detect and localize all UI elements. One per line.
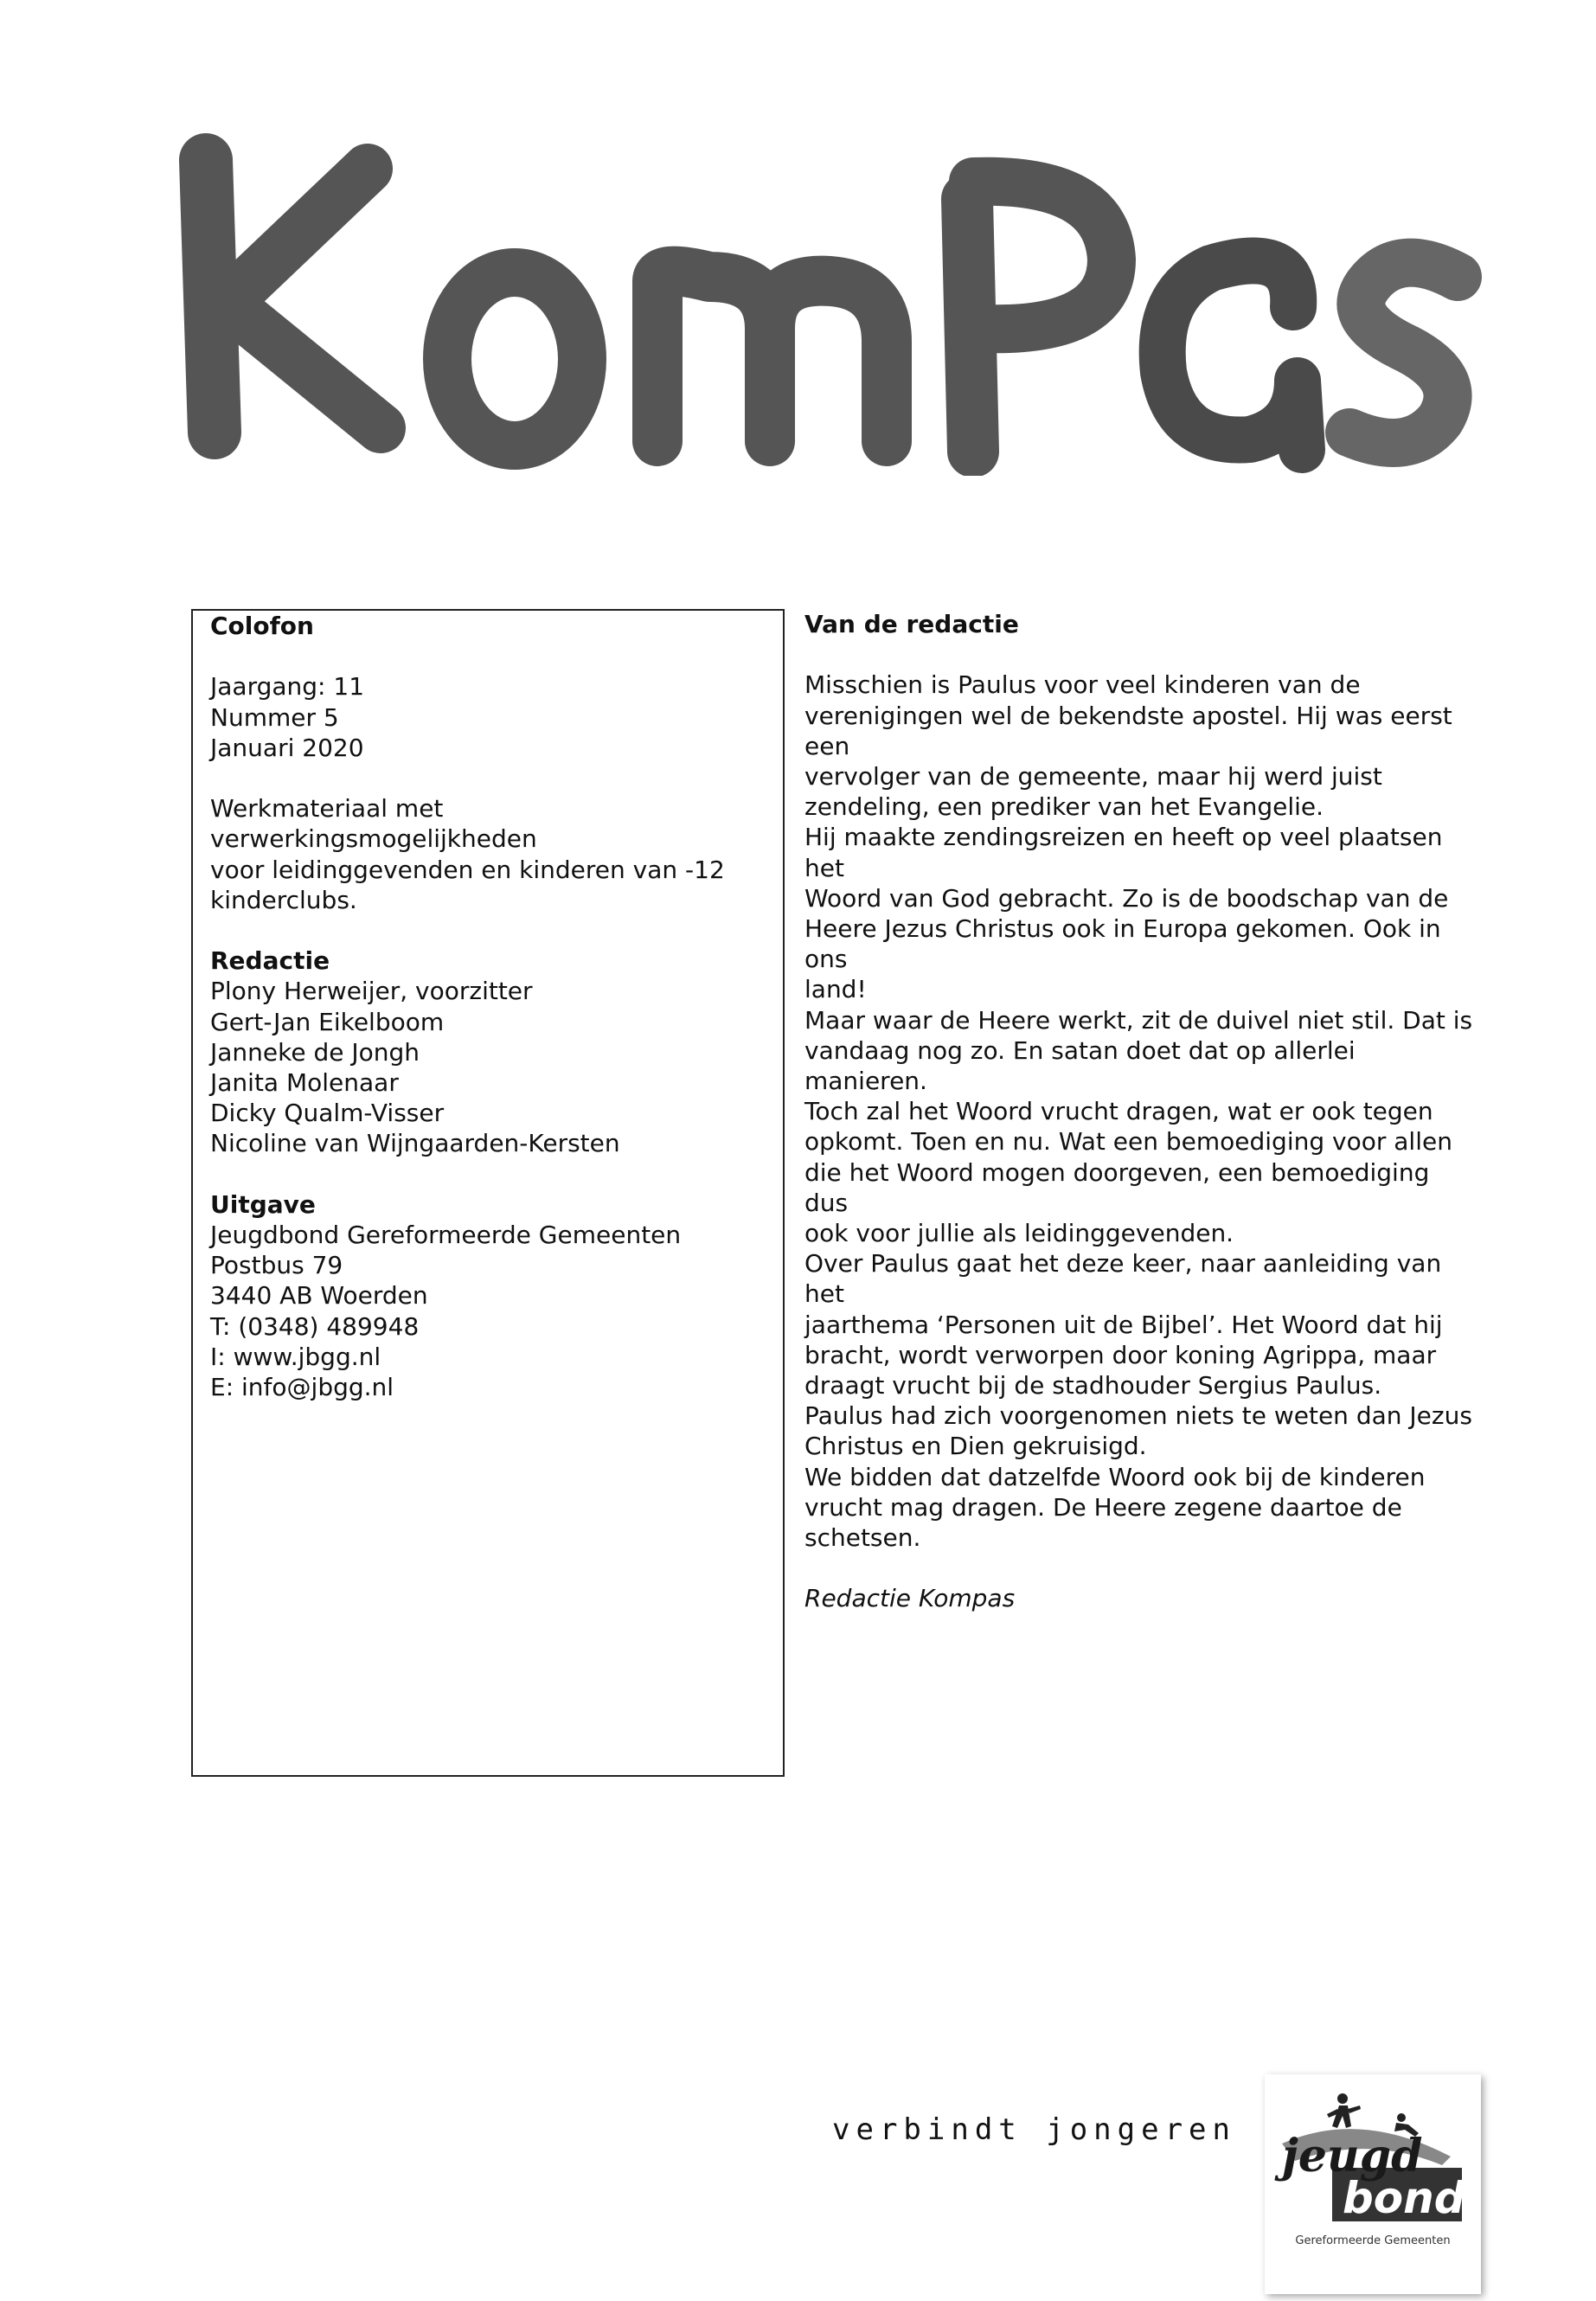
redactie-heading: Redactie [210, 946, 330, 976]
jeugdbond-logo-graphic [1265, 2074, 1481, 2294]
redactie-text-line: bracht, wordt verworpen door koning Agrippa, maar [804, 1340, 1437, 1369]
redactie-member: Plony Herweijer, voorzitter [210, 977, 533, 1006]
uitgave-heading: Uitgave [210, 1189, 316, 1219]
colofon-nummer: Nummer 5 [210, 702, 339, 732]
redactie-text-line: ook voor jullie als leidinggevenden. [804, 1219, 1234, 1248]
colofon-box [191, 609, 785, 1777]
redactie-text-line: Over Paulus gaat het deze keer, naar aanleiding van het [804, 1249, 1442, 1309]
jeugdbond-logo-line2: bond [1343, 2173, 1465, 2223]
colofon-jaargang: Jaargang: 11 [210, 672, 365, 702]
uitgave-line: T: (0348) 489948 [210, 1311, 420, 1341]
redactie-text-line: Woord van God gebracht. Zo is de boodschap van de [804, 883, 1449, 913]
redactie-text-line: schetsen. [804, 1523, 921, 1553]
redactie-text-line: vandaag nog zo. En satan doet dat op allerlei manieren. [804, 1035, 1356, 1096]
colofon-title: Colofon [210, 612, 314, 640]
uitgave-line: 3440 AB Woerden [210, 1281, 428, 1311]
redactie-text-line: Maar waar de Heere werkt, zit de duivel niet stil. Dat is [804, 1005, 1473, 1035]
colofon-beschrijving-line: voor leidinggevenden en kinderen van -12 [210, 855, 725, 884]
redactie-text-line: jaarthema ‘Personen uit de Bijbel’. Het Woord dat hij [804, 1310, 1443, 1339]
redactie-text-line: Paulus had zich voorgenomen niets te weten dan Jezus [804, 1401, 1472, 1431]
jeugdbond-logo [1265, 2074, 1481, 2294]
redactie-signature: Redactie Kompas [804, 1584, 1016, 1613]
redactie-text-line: zendeling, een prediker van het Evangelie. [804, 792, 1324, 822]
redactie-text-line: verenigingen wel de bekendste apostel. Hij was eerst een [804, 701, 1452, 760]
redactie-text-line: Heere Jezus Christus ook in Europa gekomen. Ook in ons [804, 914, 1441, 974]
colofon-beschrijving-line: Werkmateriaal met verwerkingsmogelijkheden [210, 794, 537, 854]
redactie-member: Dicky Qualm-Visser [210, 1099, 445, 1128]
redactie-text-line: Christus en Dien gekruisigd. [804, 1432, 1147, 1461]
redactie-member: Janita Molenaar [210, 1068, 399, 1097]
redactie-member: Janneke de Jongh [210, 1037, 420, 1067]
redactie-member: Gert-Jan Eikelboom [210, 1007, 445, 1036]
redactie-text-line: vrucht mag dragen. De Heere zegene daartoe de [804, 1492, 1402, 1522]
jeugdbond-logo-line1: jeugd [1282, 2130, 1423, 2182]
uitgave-website: I: www.jbgg.nl [210, 1342, 381, 1371]
jeugdbond-logo-subtitle: Gereformeerde Gemeenten [1295, 2234, 1451, 2247]
uitgave-email: E: info@jbgg.nl [210, 1373, 394, 1402]
redactie-text-line: draagt vrucht bij de stadhouder Sergius Paulus. [804, 1371, 1382, 1400]
redactie-text-line: Toch zal het Woord vrucht dragen, wat er ook tegen [804, 1097, 1433, 1126]
van-de-redactie [804, 609, 1479, 1614]
redactie-text-line: We bidden dat datzelfde Woord ook bij de kinderen [804, 1462, 1426, 1491]
redactie-text-line: land! [804, 975, 867, 1004]
colofon-datum: Januari 2020 [210, 733, 364, 762]
redactie-member: Nicoline van Wijngaarden-Kersten [210, 1129, 620, 1158]
van-de-redactie-title: Van de redactie [804, 610, 1019, 638]
uitgave-line: Jeugdbond Gereformeerde Gemeenten [210, 1221, 682, 1249]
redactie-text-line: Misschien is Paulus voor veel kinderen van de [804, 670, 1361, 700]
tagline: verbindt jongeren [832, 2112, 1236, 2147]
redactie-text-line: vervolger van de gemeente, maar hij werd juist [804, 762, 1382, 791]
kompas-logo [173, 130, 1505, 476]
redactie-text-line: opkomt. Toen en nu. Wat een bemoediging voor allen [804, 1127, 1452, 1157]
redactie-text-line: Hij maakte zendingsreizen en heeft op veel plaatsen het [804, 823, 1443, 882]
uitgave-line: Postbus 79 [210, 1251, 343, 1280]
colofon-beschrijving-line: kinderclubs. [210, 885, 357, 914]
redactie-text-line: die het Woord mogen doorgeven, een bemoediging dus [804, 1157, 1430, 1217]
